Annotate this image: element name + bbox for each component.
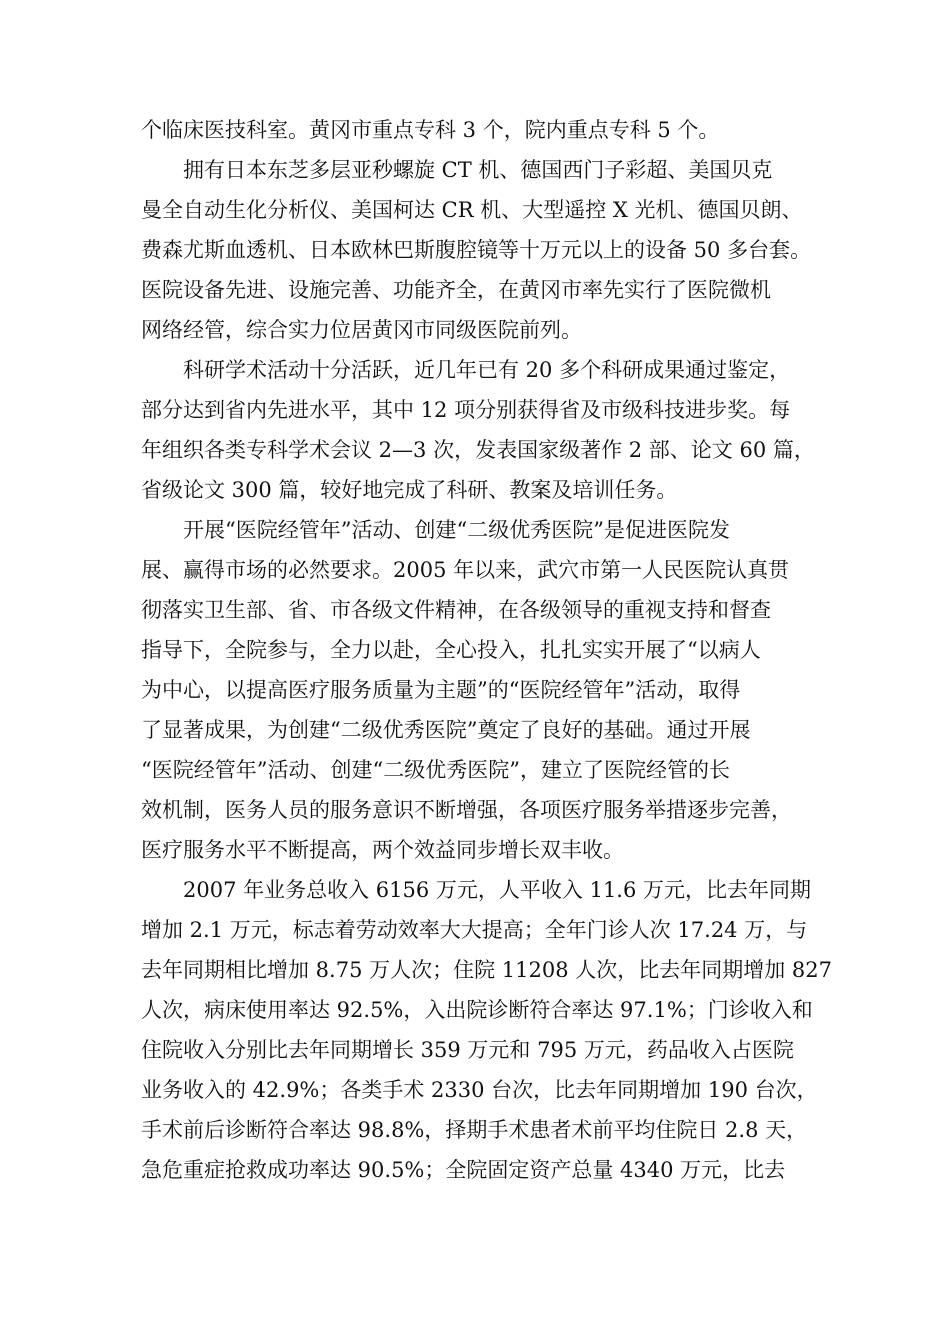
text-line: 指导下，全院参与，全力以赴，全心投入，扎扎实实开展了“以病人 bbox=[141, 638, 761, 662]
text-line: 手术前后诊断符合率达 98.8%，择期手术患者术前平均住院日 2.8 天， bbox=[141, 1118, 808, 1142]
text-line: 年组织各类专科学术会议 2—3 次，发表国家级著作 2 部、论文 60 篇， bbox=[141, 438, 815, 462]
paragraph-first-line: 科研学术活动十分活跃，近几年已有 20 多个科研成果通过鉴定， bbox=[183, 358, 791, 382]
text-line: 曼全自动生化分析仪、美国柯达 CR 机、大型遥控 X 光机、德国贝朗、 bbox=[141, 198, 803, 222]
text-line: “医院经管年”活动、创建“二级优秀医院”，建立了医院经管的长 bbox=[141, 758, 730, 782]
text-line: 了显著成果，为创建“二级优秀医院”奠定了良好的基础。通过开展 bbox=[141, 718, 751, 742]
text-line: 住院收入分别比去年同期增长 359 万元和 795 万元，药品收入占医院 bbox=[141, 1038, 794, 1062]
text-line: 增加 2.1 万元，标志着劳动效率大大提高；全年门诊人次 17.24 万，与 bbox=[141, 918, 808, 942]
text-line: 部分达到省内先进水平，其中 12 项分别获得省及市级科技进步奖。每 bbox=[141, 398, 791, 422]
text-line: 去年同期相比增加 8.75 万人次；住院 11208 人次，比去年同期增加 827 bbox=[141, 958, 833, 982]
text-line: 个临床医技科室。黄冈市重点专科 3 个，院内重点专科 5 个。 bbox=[141, 118, 720, 142]
text-line: 网络经管，综合实力位居黄冈市同级医院前列。 bbox=[141, 318, 582, 342]
paragraph-first-line: 2007 年业务总收入 6156 万元，人平收入 11.6 万元，比去年同期 bbox=[183, 878, 812, 902]
text-line: 效机制，医务人员的服务意识不断增强，各项医疗服务举措逐步完善， bbox=[141, 798, 792, 822]
text-line: 人次，病床使用率达 92.5%，入出院诊断符合率达 97.1%；门诊收入和 bbox=[141, 998, 813, 1022]
text-line: 为中心，以提高医疗服务质量为主题”的“医院经管年”活动，取得 bbox=[141, 678, 741, 702]
paragraph-first-line: 开展“医院经管年”活动、创建“二级优秀医院”是促进医院发 bbox=[183, 518, 730, 542]
text-line: 医院设备先进、设施完善、功能齐全，在黄冈市率先实行了医院微机 bbox=[141, 278, 771, 302]
text-line: 费森尤斯血透机、日本欧林巴斯腹腔镜等十万元以上的设备 50 多台套。 bbox=[141, 238, 812, 262]
text-line: 医疗服务水平不断提高，两个效益同步增长双丰收。 bbox=[141, 838, 624, 862]
text-line: 省级论文 300 篇，较好地完成了科研、教案及培训任务。 bbox=[141, 478, 678, 502]
text-line: 急危重症抢救成功率达 90.5%；全院固定资产总量 4340 万元，比去 bbox=[141, 1158, 786, 1182]
text-line: 彻落实卫生部、省、市各级文件精神，在各级领导的重视支持和督查 bbox=[141, 598, 771, 622]
text-line: 展、赢得市场的必然要求。2005 年以来，武穴市第一人民医院认真贯 bbox=[141, 558, 790, 582]
paragraph-first-line: 拥有日本东芝多层亚秒螺旋 CT 机、德国西门子彩超、美国贝克 bbox=[183, 158, 773, 182]
text-line: 业务收入的 42.9%；各类手术 2330 台次，比去年同期增加 190 台次， bbox=[141, 1078, 818, 1102]
